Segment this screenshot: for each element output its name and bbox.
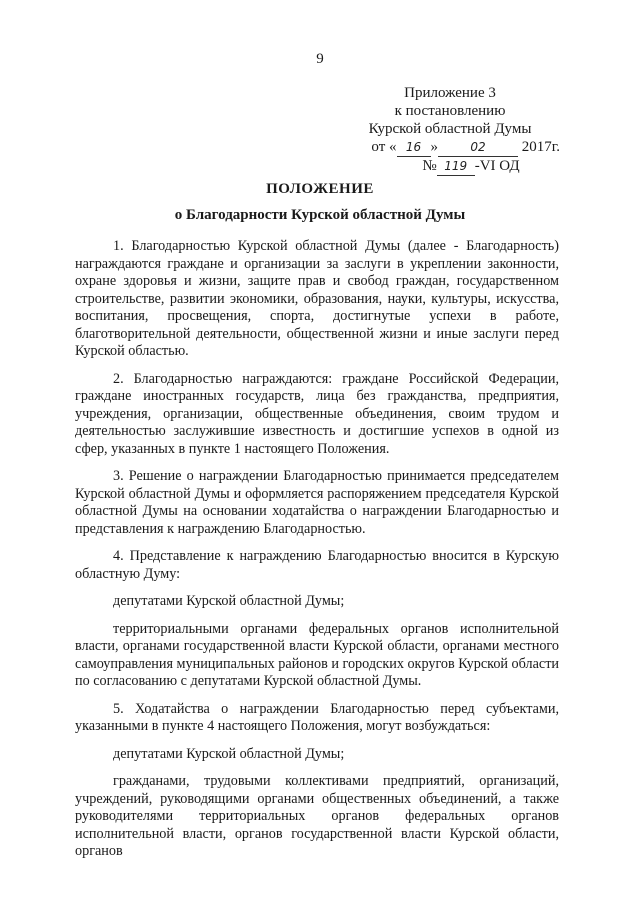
document-title: ПОЛОЖЕНИЕ: [266, 181, 374, 197]
paragraph-4-item-1: депутатами Курской областной Думы;: [113, 593, 345, 609]
paragraph-1: 1. Благодарностью Курской областной Думы (далее - Благодарность) награждаются граждане и организации за заслуги в укреплении законности, охране здоровья и жизни, защите прав и свобод граждан, государственном строительстве, развитии экономики, образования, науки, культуры, искусства, воспитания, просвещения, спорта, достигнутые успехи в работе, благотворительной деятельности, общественной жизни и иные заслуги перед Курской областью.: [75, 238, 559, 359]
appendix-line-3: Курской областной Думы: [368, 121, 532, 137]
appendix-number-line: [340, 157, 560, 176]
number-value: 119: [444, 159, 468, 173]
appendix-date-line: [340, 138, 560, 157]
number-suffix: -VI ОД: [474, 158, 520, 174]
document-body: [75, 238, 559, 871]
number-prefix: №: [422, 158, 437, 174]
paragraph-5-item-1: депутатами Курской областной Думы;: [113, 745, 345, 762]
appendix-line-2: к постановлению: [394, 103, 506, 119]
appendix-header: [340, 84, 560, 176]
paragraph-3: 3. Решение о награждении Благодарностью принимается председателем Курской областной Думы и оформляется распоряжением председателя Курской областной Думы на основании ходатайства о награждении Благодарностью и представления к награждению Благодарностью.: [75, 468, 559, 537]
number-field: [437, 157, 475, 176]
date-prefix: от «: [371, 139, 397, 155]
date-day-field: [397, 138, 431, 157]
date-year: 2017г.: [521, 139, 560, 155]
page-number: 9: [316, 51, 324, 67]
date-mid: »: [430, 139, 439, 155]
paragraph-5-item-2: гражданами, трудовыми коллективами предприятий, организаций, учреждений, руководящими органами общественных объединений, а также руководителями территориальных органов федеральных органов исполнительной власти, органов государственной власти Курской области, органов: [75, 773, 559, 859]
date-month-field: [438, 138, 518, 157]
paragraph-2: 2. Благодарностью награждаются: граждане Российской Федерации, граждане иностранных государств, лица без гражданства, предприятия, учреждения, организации, общественные объединения, своим трудом и деятельностью заслужившие известность и достигшие успехов в одной из сфер, указанных в пункте 1 настоящего Положения.: [75, 370, 559, 457]
paragraph-4-item-2: территориальными органами федеральных органов исполнительной власти, органами государственной власти Курской области, органами местного самоуправления муниципальных районов и городских округов Курской области по согласованию с депутатами Курской областной Думы.: [75, 620, 559, 689]
paragraph-4: 4. Представление к награждению Благодарностью вносится в Курскую областную Думу:: [75, 548, 559, 582]
document-subtitle: о Благодарности Курской областной Думы: [174, 207, 466, 223]
date-month: 02: [470, 140, 486, 154]
date-day: 16: [405, 140, 422, 154]
appendix-line-1: Приложение 3: [404, 85, 496, 101]
paragraph-5: 5. Ходатайства о награждении Благодарностью перед субъектами, указанными в пункте 4 настоящего Положения, могут возбуждаться:: [75, 700, 559, 734]
